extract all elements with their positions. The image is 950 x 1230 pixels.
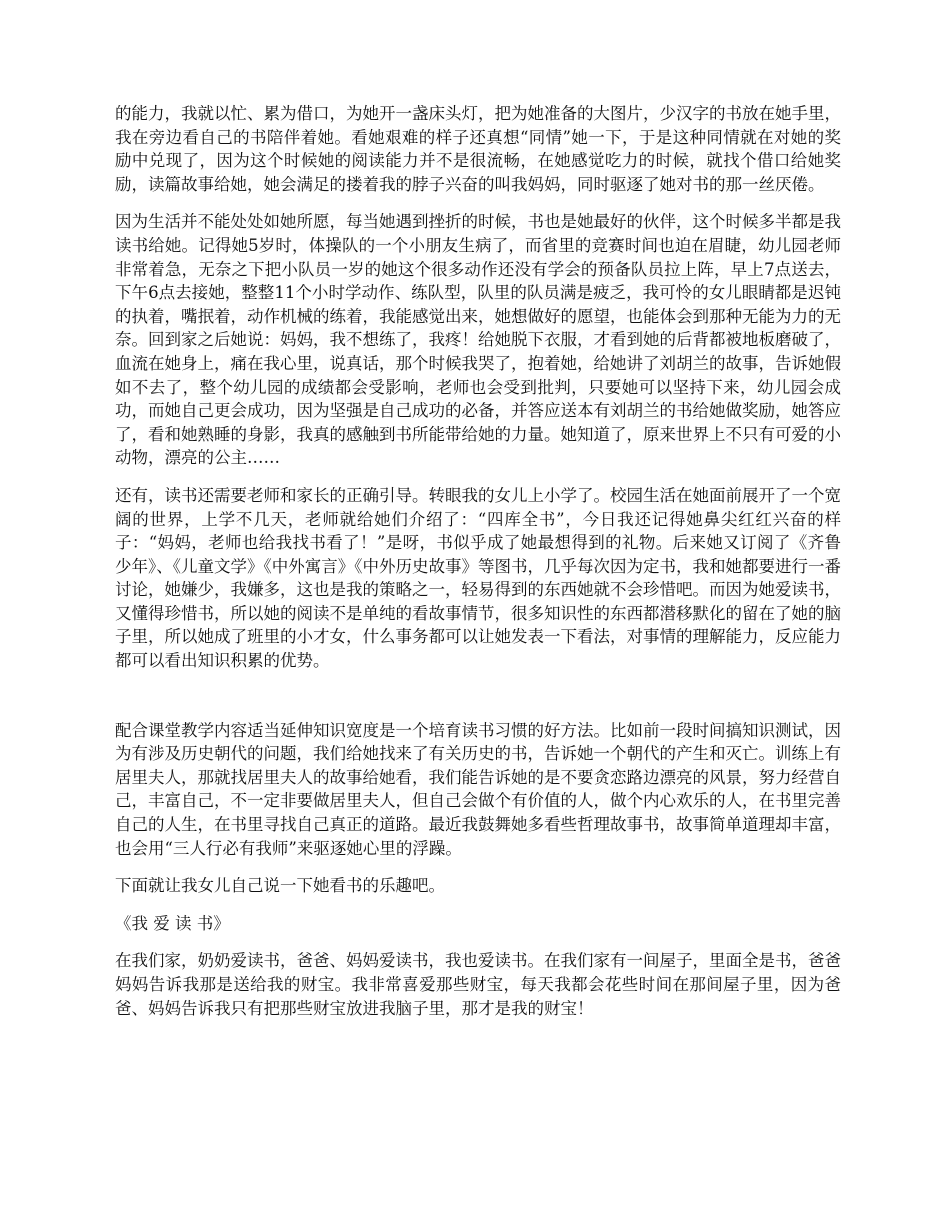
document-body xyxy=(115,102,841,1034)
paragraph-reading-companion: 的能力，我就以忙、累为借口，为她开一盏床头灯，把为她准备的大图片，少汉字的书放在她手里，我在旁边看自己的书陪伴着她。看她艰难的样子还真想“同情”她一下，于是这种同情就在对她的奖励中兑现了，因为这个时候她的阅读能力并不是很流畅，在她感觉吃力的时候，就找个借口给她奖励，读篇故事给她，她会满足的搂着我的脖子兴奋的叫我妈妈，同时驱逐了她对书的那一丝厌倦。 xyxy=(115,104,841,194)
paragraph-teacher-guidance: 还有，读书还需要老师和家长的正确引导。转眼我的女儿上小学了。校园生活在她面前展开了一个宽阔的世界，上学不几天，老师就给她们介绍了：“四库全书”，今日我还记得她鼻尖红红兴奋的样子：“妈妈，老师也给我找书看了！”是呀，书似乎成了她最想得到的礼物。后来她又订阅了《齐鲁少年》、《儿童文学》《中外寓言》《中外历史故事》等图书，几乎每次因为定书，我和她都要进行一番讨论，她嫌少，我嫌多，这也是我的策略之一，轻易得到的东西她就不会珍惜吧。而因为她爱读书，又懂得珍惜书，所以她的阅读不是单纯的看故事情节，很多知识性的东西都潜移默化的留在了她的脑子里，所以她成了班里的小才女，什么事务都可以让她发表一下看法，对事情的理解能力，反应能力都可以看出知识积累的优势。 xyxy=(115,485,841,671)
paragraph-overcoming-setbacks: 因为生活并不能处处如她所愿，每当她遇到挫折的时候，书也是她最好的伙伴，这个时候多半都是我读书给她。记得她5岁时，体操队的一个小朋友生病了，而省里的竞赛时间也迫在眉睫，幼儿园老师非常着急，无奈之下把小队员一岁的她这个很多动作还没有学会的预备队员拉上阵，早上7点送去，下午6点去接她，整整11个小时学动作、练队型，队里的队员满是疲乏，我可怜的女儿眼睛都是迟钝的执着，嘴抿着，动作机械的练着，我能感觉出来，她想做好的愿望，也能体会到那种无能为力的无奈。回到家之后她说：妈妈，我不想练了，我疼！给她脱下衣服，才看到她的后背都被地板磨破了，血流在她身上，痛在我心里，说真话，那个时候我哭了，抱着她，给她讲了刘胡兰的故事，告诉她假如不去了，整个幼儿园的成绩都会受影响，老师也会受到批判，只要她可以坚持下来，幼儿园会成功，而她自己更会成功，因为坚强是自己成功的必备，并答应送本有刘胡兰的书给她做奖励，她答应了，看和她熟睡的身影，我真的感触到书所能带给她的力量。她知道了，原来世界上不只有可爱的小动物，漂亮的公主…… xyxy=(115,212,841,468)
paragraph-daughter-intro: 下面就让我女儿自己说一下她看书的乐趣吧。 xyxy=(115,876,445,896)
essay-title: 《我 爱 读 书》 xyxy=(115,913,230,933)
paragraph-extending-knowledge: 配合课堂教学内容适当延伸知识宽度是一个培育读书习惯的好方法。比如前一段时间搞知识测试，因为有涉及历史朝代的问题，我们给她找来了有关历史的书，告诉她一个朝代的产生和灭亡。训练上有居里夫人，那就找居里夫人的故事给她看，我们能告诉她的是不要贪恋路边漂亮的风景，努力经营自己，丰富自己，不一定非要做居里夫人，但自己会做个有价值的人，做个内心欢乐的人，在书里完善自己的人生，在书里寻找自己真正的道路。最近我鼓舞她多看些哲理故事书，故事简单道理却丰富，也会用“三人行必有我师”来驱逐她心里的浮躁。 xyxy=(115,720,841,858)
paragraph-essay-body: 在我们家，奶奶爱读书，爸爸、妈妈爱读书，我也爱读书。在我们家有一间屋子，里面全是书，爸爸妈妈告诉我那是送给我的财宝。我非常喜爱那些财宝，每天我都会花些时间在那间屋子里，因为爸爸、妈妈告诉我只有把那些财宝放进我脑子里，那才是我的财宝！ xyxy=(115,951,841,1018)
